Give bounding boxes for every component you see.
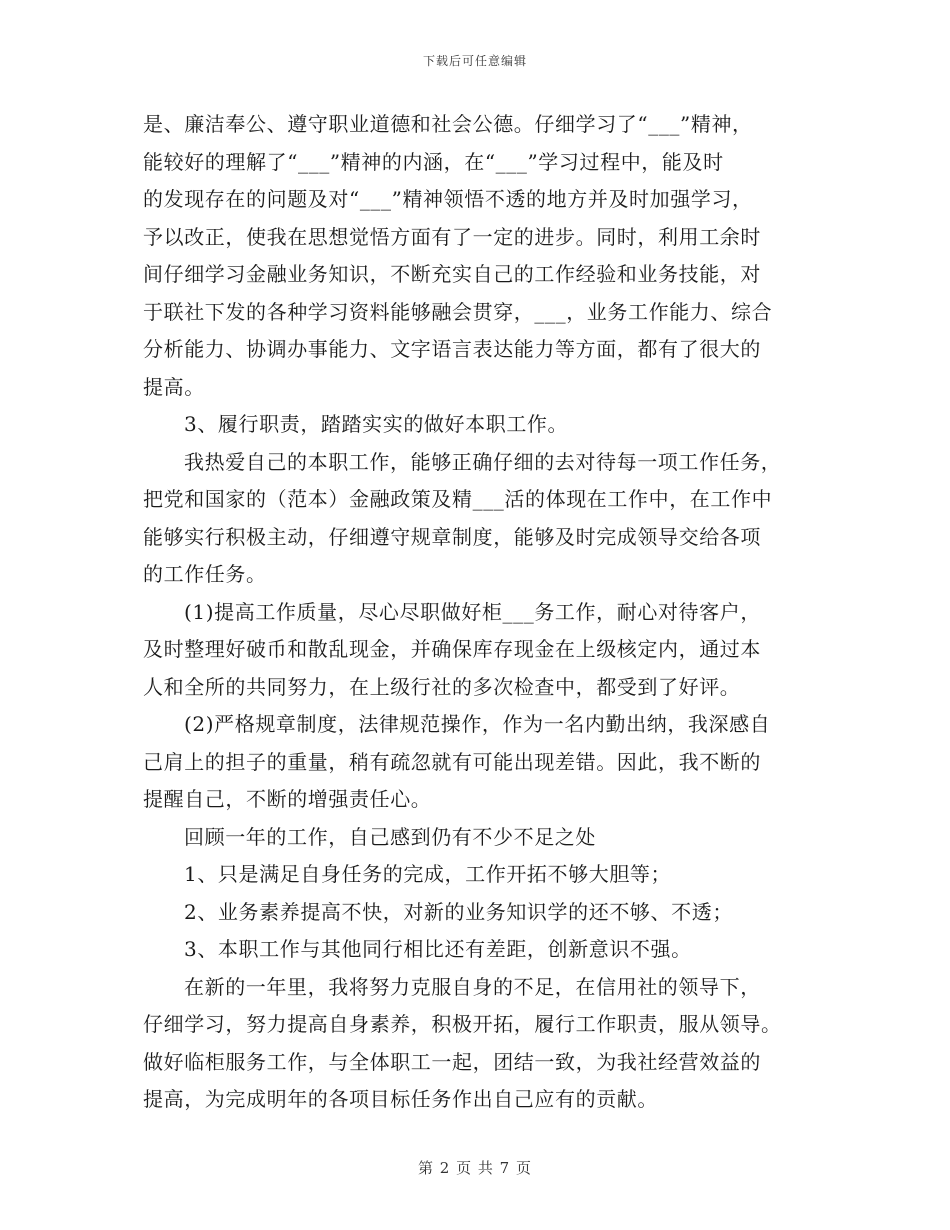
paragraph-line: 提醒自己，不断的增强责任心。 bbox=[143, 787, 432, 811]
document-body bbox=[143, 106, 818, 1119]
list-item-shortcoming-2: 2、业务素养提高不快，对新的业务知识学的还不够、不透； bbox=[184, 899, 733, 924]
paragraph-line: 能较好的理解了“___”精神的内涵，在“___”学习过程中，能及时 bbox=[143, 149, 724, 174]
paragraph-line: 提高。 bbox=[143, 374, 205, 399]
paragraph-5 bbox=[143, 706, 818, 819]
paragraph-line: 在新的一年里，我将努力克服自身的不足，在信用社的领导下， bbox=[184, 974, 761, 999]
paragraph-line: 做好临柜服务工作，与全体职工一起，团结一致，为我社经营效益的 bbox=[143, 1049, 761, 1074]
paragraph-line: 间仔细学习金融业务知识，不断充实自己的工作经验和业务技能，对 bbox=[143, 262, 761, 286]
paragraph-line: 是、廉洁奉公、遵守职业道德和社会公德。仔细学习了“___”精神， bbox=[143, 112, 753, 136]
paragraph-line: (1)提高工作质量，尽心尽职做好柜___务工作，耐心对待客户， bbox=[184, 599, 761, 624]
paragraph-line: 予以改正，使我在思想觉悟方面有了一定的进步。同时，利用工余时 bbox=[143, 224, 761, 249]
paragraph-3 bbox=[143, 444, 818, 594]
paragraph-line: 己肩上的担子的重量，稍有疏忽就有可能出现差错。因此，我不断的 bbox=[143, 749, 761, 774]
paragraph-line: 的发现存在的问题及对“___”精神领悟不透的地方并及时加强学习， bbox=[143, 187, 753, 211]
paragraph-line: 仔细学习，努力提高自身素养，积极开拓，履行工作职责，服从领导。 bbox=[143, 1012, 782, 1036]
paragraph-line: 我热爱自己的本职工作，能够正确仔细的去对待每一项工作任务， bbox=[184, 449, 782, 474]
paragraph-line: 把党和国家的（范本）金融政策及精___活的体现在工作中，在工作中 bbox=[143, 487, 773, 511]
page-number: 第 2 页 共 7 页 bbox=[418, 1159, 532, 1177]
paragraph-line: 于联社下发的各种学习资料能够融会贯穿，___，业务工作能力、综合 bbox=[143, 299, 773, 324]
paragraph-6: 回顾一年的工作，自己感到仍有不少不足之处 bbox=[184, 824, 596, 849]
paragraph-10 bbox=[143, 969, 818, 1119]
list-item-shortcoming-1: 1、只是满足自身任务的完成，工作开拓不够大胆等； bbox=[184, 862, 672, 886]
paragraph-4 bbox=[143, 594, 818, 707]
paragraph-line: (2)严格规章制度，法律规范操作，作为一名内勤出纳，我深感自 bbox=[184, 712, 771, 736]
paragraph-1 bbox=[143, 106, 818, 406]
paragraph-line: 分析能力、协调办事能力、文字语言表达能力等方面，都有了很大的 bbox=[143, 337, 761, 361]
paragraph-line: 提高，为完成明年的各项目标任务作出自己应有的贡献。 bbox=[143, 1087, 658, 1111]
paragraph-line: 能够实行积极主动，仔细遵守规章制度，能够及时完成领导交给各项 bbox=[143, 524, 761, 549]
paragraph-line: 人和全所的共同努力，在上级行社的多次检查中，都受到了好评。 bbox=[143, 674, 741, 699]
page-header-note: 下载后可任意编辑 bbox=[422, 54, 527, 68]
list-item-shortcoming-3: 3、本职工作与其他同行相比还有差距，创新意识不强。 bbox=[184, 937, 692, 961]
paragraph-line: 及时整理好破币和散乱现金，并确保库存现金在上级核定内，通过本 bbox=[143, 637, 761, 661]
section-heading-duties: 3、履行职责，踏踏实实的做好本职工作。 bbox=[184, 412, 569, 436]
paragraph-line: 的工作任务。 bbox=[143, 562, 267, 586]
